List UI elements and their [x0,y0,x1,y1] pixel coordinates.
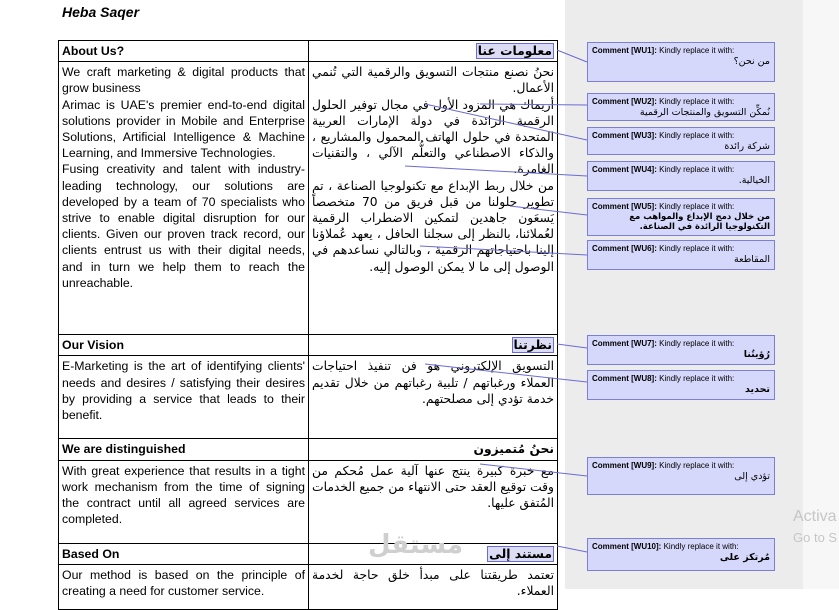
comment-label: Comment [WU9]: [592,461,657,470]
comment-note: Kindly replace it with: [659,202,735,211]
comment-note: Kindly replace it with: [663,542,739,551]
comment-replacement: تحديد [745,384,770,395]
ar-body[interactable]: تعتمد طريقتنا على مبدأ خلق حاجة لخدمة العملاء. [309,564,558,609]
activate-windows-title: Activa [793,508,837,525]
author-name: Heba Saqer [62,4,140,20]
table-row [59,564,558,609]
comment-wu1[interactable] [587,42,775,82]
ar-body[interactable] [309,62,558,335]
ar-body-text: نحنُ نصنع منتجات التسويق والرقمية التي تُنمي الأعمال. أريماك هي المزود الأول في مجال توفير الحلول الرقمية الرائدة في دولة الإمارات العربية المتحدة في حلول الهاتف المحمول والمشاريع ، والذكاء الاصطناعي والتعلُّم الآلي ، والتقنيات الغامرة. من خلال ربط الإبداع مع تكنولوجيا الصناعة ، تم تطوير حلولنا من قبل فريق من 70 متخصصاً يَسعَون جاهدين لتمكين الاضطراب الرقمية لعُملائنا، بالنظر إلى سجلنا الحافل ، يعهد عُملاؤنا إلينا باحتياجاتهم الرقمية ، وبالتالي نساعدهم في الوصول إلى ما لا يمكن الوصول إليه. [312,65,555,274]
en-body[interactable]: Our method is based on the principle of creating a need for customer service. [59,564,309,609]
comment-wu10[interactable] [587,538,775,571]
ar-heading[interactable] [309,335,558,356]
comment-label: Comment [WU4]: [592,165,657,174]
en-body[interactable]: With great experience that results in a tight work mechanism from the time of signing the contract until all agreed services are completed. [59,460,309,543]
comment-label: Comment [WU7]: [592,339,657,348]
margin-edge [803,0,839,589]
comment-wu7[interactable] [587,335,775,365]
comment-wu8[interactable] [587,370,775,400]
en-body[interactable] [59,62,309,335]
comment-note: Kindly replace it with: [659,46,735,55]
table-row [59,356,558,439]
en-body-text: We craft marketing & digital products that grow business Arimac is UAE's premier end-to-end digital solutions provider in Mobile and Enterprise Solutions, Artificial Intelligence & Machine Learning, and Immersive Technologies. Fusing creativity and talent with industry-leading technology, our solutions are developed by a team of 70 specialists who strive to enable digital disruption for our clients. Given our proven track record, our clients entrust us with their digital needs, and in turn we help them to reach the unreachable. [62,65,305,290]
comment-replacement: الخيالية. [738,175,770,186]
comment-label: Comment [WU5]: [592,202,657,211]
watermark-logo: مستقل [368,530,464,560]
en-heading[interactable]: Based On [59,543,309,564]
table-row [59,543,558,564]
comment-wu9[interactable] [587,457,775,495]
ar-body[interactable]: مع خبرة كبيرة ينتج عنها آلية عمل مُحكم من وقت توقيع العقد حتى الانتهاء من جميع الخدمات المُتفق عليها. [309,460,558,543]
ar-heading-text: معلومات عنا [477,44,552,58]
comment-margin [565,0,839,589]
table-row [59,460,558,543]
comment-wu5[interactable] [587,198,775,236]
comment-label: Comment [WU2]: [592,97,657,106]
comment-replacement: تؤدي إلى [734,471,770,482]
bilingual-table [58,40,558,610]
ar-heading[interactable]: نحنُ مُتميزون [309,439,558,460]
table-row [59,335,558,356]
comment-label: Comment [WU3]: [592,131,657,140]
comment-note: Kindly replace it with: [659,461,735,470]
comment-note: Kindly replace it with: [659,131,735,140]
comment-wu3[interactable] [587,127,775,155]
en-body[interactable]: E-Marketing is the art of identifying clients' needs and desires / satisfying their desires by providing a service that leads to their benefit. [59,356,309,439]
comment-replacement: المقاطعة [734,254,770,265]
comment-label: Comment [WU10]: [592,542,662,551]
activate-windows-subtitle: Go to S [793,530,838,545]
comment-label: Comment [WU8]: [592,374,657,383]
comment-replacement: مُرتكز على [719,552,770,563]
ar-heading-text: مستند إلى [489,546,552,561]
comment-wu4[interactable] [587,161,775,191]
comment-wu6[interactable] [587,240,775,270]
comment-note: Kindly replace it with: [659,97,735,106]
ar-heading-text: نظرتنا [513,338,552,353]
comment-replacement: من نحن؟ [733,56,770,67]
en-heading[interactable]: About Us? [59,41,309,62]
comment-label: Comment [WU1]: [592,46,657,55]
comment-replacement: رُؤيتُنا [743,349,770,360]
table-row [59,439,558,460]
comment-note: Kindly replace it with: [659,165,735,174]
table-row [59,41,558,62]
comment-note: Kindly replace it with: [659,339,735,348]
comment-label: Comment [WU6]: [592,244,657,253]
comment-replacement: نُمكِّن التسويق والمنتجات الرقمية [639,107,770,118]
en-heading[interactable]: Our Vision [59,335,309,356]
en-heading[interactable]: We are distinguished [59,439,309,460]
ar-heading[interactable] [309,41,558,62]
table-row [59,62,558,335]
comment-replacement: من خلال دمج الإبداع والمواهب مع التكنولوجيا الرائدة في الصناعة. [629,212,770,232]
ar-body[interactable]: التسويق الإلكتروني هو فن تنفيذ احتياجات العملاء ورغباتهم / تلبية رغباتهم من خلال تقديم خدمة تؤدي إلى مصلحتهم. [309,356,558,439]
comment-wu2[interactable] [587,93,775,121]
comment-replacement: شركة رائدة [724,141,770,152]
comment-note: Kindly replace it with: [659,374,735,383]
comment-note: Kindly replace it with: [659,244,735,253]
